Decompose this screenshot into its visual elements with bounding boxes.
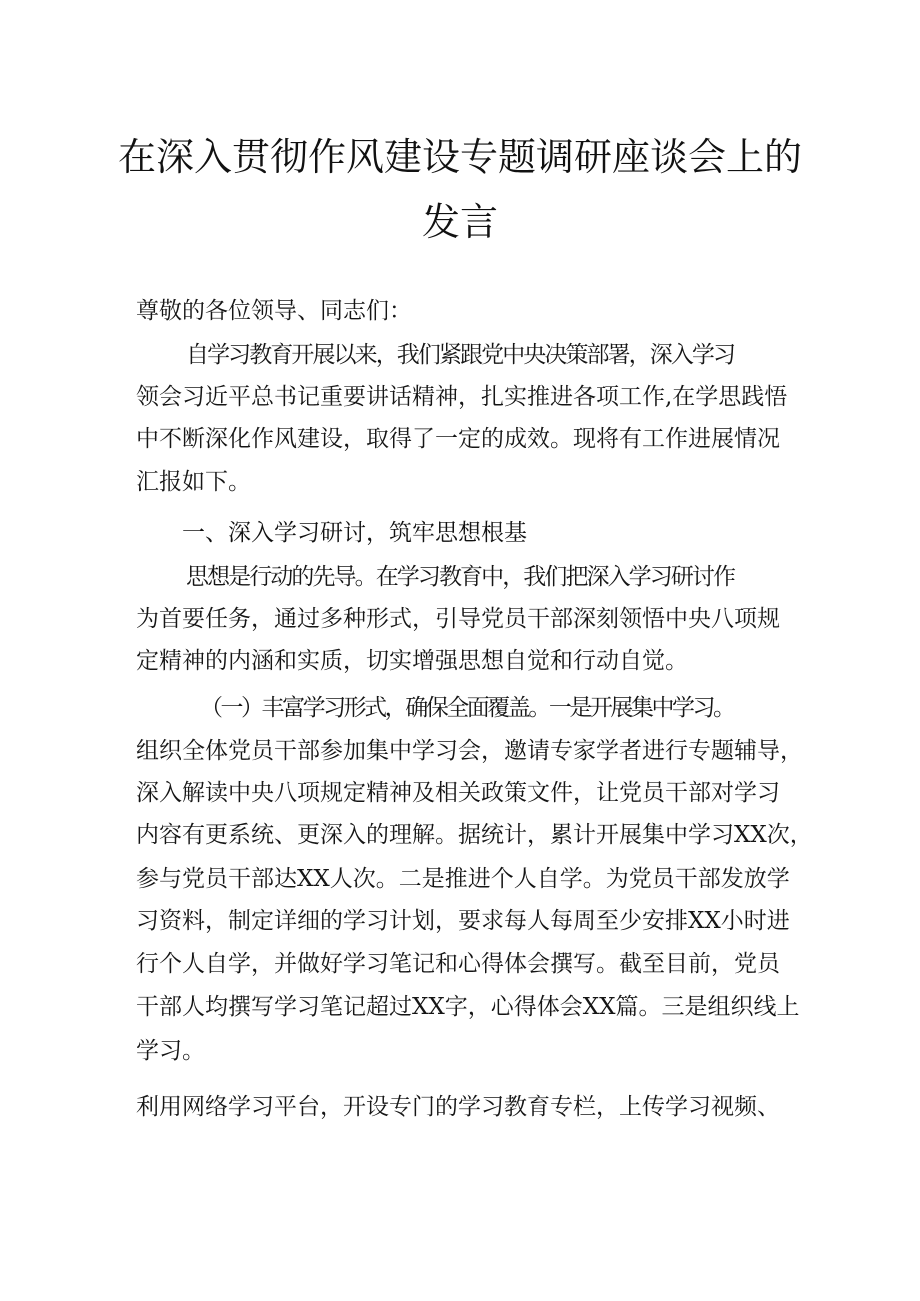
section-heading-1: 一、深入学习研讨，筑牢思想根基: [182, 520, 527, 546]
subsection-line-9: 学习。: [136, 1038, 205, 1064]
intro-line-2: 领会习近平总书记重要讲话精神，扎实推进各项工作,在学思践悟: [136, 384, 788, 410]
subsection-line-7: 行个人自学，并做好学习笔记和心得体会撰写。截至目前，党员: [136, 951, 780, 977]
intro-line-3: 中不断深化作风建设，取得了一定的成效。现将有工作进展情况: [136, 426, 780, 452]
intro-line-1: 自学习教育开展以来，我们紧跟党中央决策部署，深入学习: [186, 342, 735, 368]
continuation-line: 利用网络学习平台，开设专门的学习教育专栏，上传学习视频、: [136, 1094, 780, 1120]
section-paragraph-line-1: 思想是行动的先导。在学习教育中，我们把深入学习研讨作: [186, 564, 735, 590]
section-paragraph-line-2: 为首要任务，通过多种形式，引导党员干部深刻领悟中央八项规: [136, 606, 780, 632]
document-title-line-2: 发言: [421, 200, 498, 244]
document-title-line-1: 在深入贯彻作风建设专题调研座谈会上的: [117, 135, 802, 179]
subsection-line-3: 深入解读中央八项规定精神及相关政策文件，让党员干部对学习: [136, 780, 780, 806]
subsection-line-2: 组织全体党员干部参加集中学习会，邀请专家学者进行专题辅导，: [136, 738, 803, 764]
subsection-line-5: 参与党员干部达XX人次。二是推进个人自学。为党员干部发放学: [136, 866, 790, 892]
subsection-line-1: （一）丰富学习形式，确保全面覆盖。一是开展集中学习。: [200, 695, 734, 721]
subsection-line-6: 习资料，制定详细的学习计划，要求每人每周至少安排XX小时进: [136, 908, 790, 934]
subsection-line-8: 干部人均撰写学习笔记超过XX字，心得体会XX篇。三是组织线上: [136, 994, 800, 1020]
intro-line-4: 汇报如下。: [136, 469, 251, 495]
subsection-line-4: 内容有更系统、更深入的理解。据统计，累计开展集中学习XX次，: [136, 822, 813, 848]
salutation: 尊敬的各位领导、同志们：: [136, 298, 412, 324]
section-paragraph-line-3: 定精神的内涵和实质，切实增强思想自觉和行动自觉。: [136, 648, 688, 674]
